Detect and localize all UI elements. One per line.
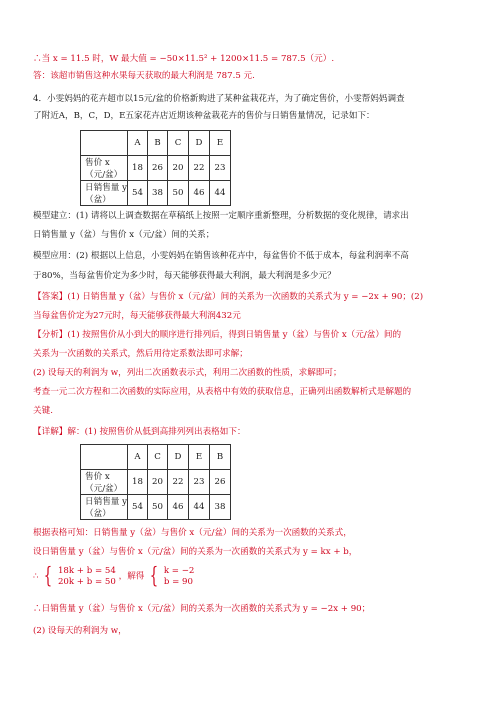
question-4-line1: 4．小雯妈妈的花卉超市以15元/盆的价格新购进了某种盆栽花卉，为了确定售价，小雯帮妈妈调查 (33, 94, 405, 104)
answer-line1: 【答案】(1) 日销售量 y（盆）与售价 x（元/盆）间的关系为一次函数的关系式为 y = −2x + 90；(2) (33, 292, 424, 302)
detail-line2: 根据表格可知：日销售量 y（盆）与售价 x（元/盆）间的关系为一次函数的关系式， (33, 528, 352, 538)
table-cell: C (168, 131, 189, 156)
table-header-row (81, 131, 231, 156)
sorted-table (80, 444, 231, 520)
model-apply-line2: 于80%，当每盆售价定为多少时，每天能够获得最大利润，最大利润是多少元？ (33, 271, 336, 281)
table-cell: 50 (168, 181, 189, 206)
equation-1: 18k + b = 54 (57, 566, 116, 576)
question-4-line2: 了附近A，B，C，D，E五家花卉店近期该种盆栽花卉的售价与日销售量情况，记录如下： (33, 111, 375, 121)
table-cell: A (128, 445, 148, 470)
table-cell: 18 (128, 156, 148, 181)
table-cell: E (189, 445, 210, 470)
analysis-line1: 【分析】(1) 按照售价从小到大的顺序进行排列后，得到日销售量 y（盆）与售价 x（元/盆）间的 (33, 330, 402, 340)
table-cell: 46 (189, 181, 210, 206)
table-cell: D (168, 445, 189, 470)
therefore-symbol: ∴ (33, 571, 39, 582)
table-cell: 44 (210, 181, 231, 206)
table-cell: 22 (189, 156, 210, 181)
system-equations (58, 566, 116, 588)
table-cell: 日销售量 y（盆） (81, 181, 128, 206)
survey-table (80, 130, 231, 206)
table-row (81, 181, 231, 206)
table-cell: 54 (128, 181, 148, 206)
analysis-line3: (2) 设每天的利润为 w，列出二次函数表示式，利用二次函数的性质，求解即可； (33, 368, 342, 378)
solution-b: b = 90 (163, 577, 193, 587)
left-brace: { (44, 564, 53, 589)
table-cell: 日销售量 y（盆） (81, 495, 128, 520)
table-cell: 22 (168, 470, 189, 495)
table-cell: 售价 x（元/盆） (81, 470, 128, 495)
table-row (81, 470, 231, 495)
analysis-line4: 考查一元二次方程和二次函数的实际应用，从表格中有效的获取信息，正确列出函数解析式是解题的 (33, 387, 412, 397)
table-cell: 26 (210, 470, 231, 495)
table-cell: 20 (168, 156, 189, 181)
model-apply-line1: 模型应用：(2) 根据以上信息，小雯妈妈在销售该种花卉中，每盆售价不低于成本，每盆利润率不高 (33, 251, 409, 261)
detail-line6: (2) 设每天的利润为 w， (33, 626, 127, 636)
table-cell: 23 (210, 156, 231, 181)
table-cell: 26 (148, 156, 168, 181)
solve-label: ，解得 (118, 571, 145, 582)
table-cell: 售价 x（元/盆） (81, 156, 128, 181)
table-cell: B (210, 445, 231, 470)
detail-line3: 设日销售量 y（盆）与售价 x（元/盆）间的关系为一次函数的关系式为 y = kx + b， (33, 547, 358, 557)
table-cell: E (210, 131, 231, 156)
table-cell: D (189, 131, 210, 156)
table-cell: B (148, 131, 168, 156)
table-cell: 20 (148, 470, 168, 495)
table-row (81, 156, 231, 181)
left-brace: { (149, 564, 159, 589)
equation-system (33, 566, 194, 588)
table-cell: A (128, 131, 148, 156)
detail-line1: 【详解】解：(1) 按照售价从低到高排列列出表格如下： (33, 427, 246, 437)
table-cell: 50 (148, 495, 168, 520)
line-max-value: ∴当 x = 11.5 时，W 最大值 = −50×11.5² + 1200×11.5 = 787.5（元）. (33, 54, 335, 64)
analysis-line2: 关系为一次函数的关系式，然后用待定系数法即可求解； (33, 349, 248, 359)
table-cell: 46 (168, 495, 189, 520)
model-build-line2: 日销售量 y（盆）与售价 x（元/盆）间的关系； (33, 230, 215, 240)
table-cell: 18 (128, 470, 148, 495)
answer-line2: 当每盆售价定为27元时，每天能够获得最大利润432元 (33, 311, 241, 321)
table-row (81, 495, 231, 520)
table-cell (81, 131, 128, 156)
solution-k: k = −2 (163, 566, 195, 576)
analysis-line5: 关键. (33, 406, 53, 416)
table-cell: C (148, 445, 168, 470)
system-solution (164, 566, 195, 588)
model-build-line1: 模型建立：(1) 请将以上调查数据在草稿纸上按照一定顺序重新整理，分析数据的变化规律，请求出 (33, 211, 409, 221)
equation-2: 20k + b = 50 (57, 577, 116, 587)
table-header-row (81, 445, 231, 470)
table-cell: 38 (210, 495, 231, 520)
table-cell: 38 (148, 181, 168, 206)
table-cell (81, 445, 128, 470)
line-answer-prev: 答：该超市销售这种水果每天获取的最大利润是 787.5 元. (33, 71, 255, 81)
detail-line5: ∴日销售量 y（盆）与售价 x（元/盆）间的关系为一次函数的关系式为 y = −2x + 90； (33, 604, 371, 614)
table-cell: 44 (189, 495, 210, 520)
table-cell: 23 (189, 470, 210, 495)
table-cell: 54 (128, 495, 148, 520)
